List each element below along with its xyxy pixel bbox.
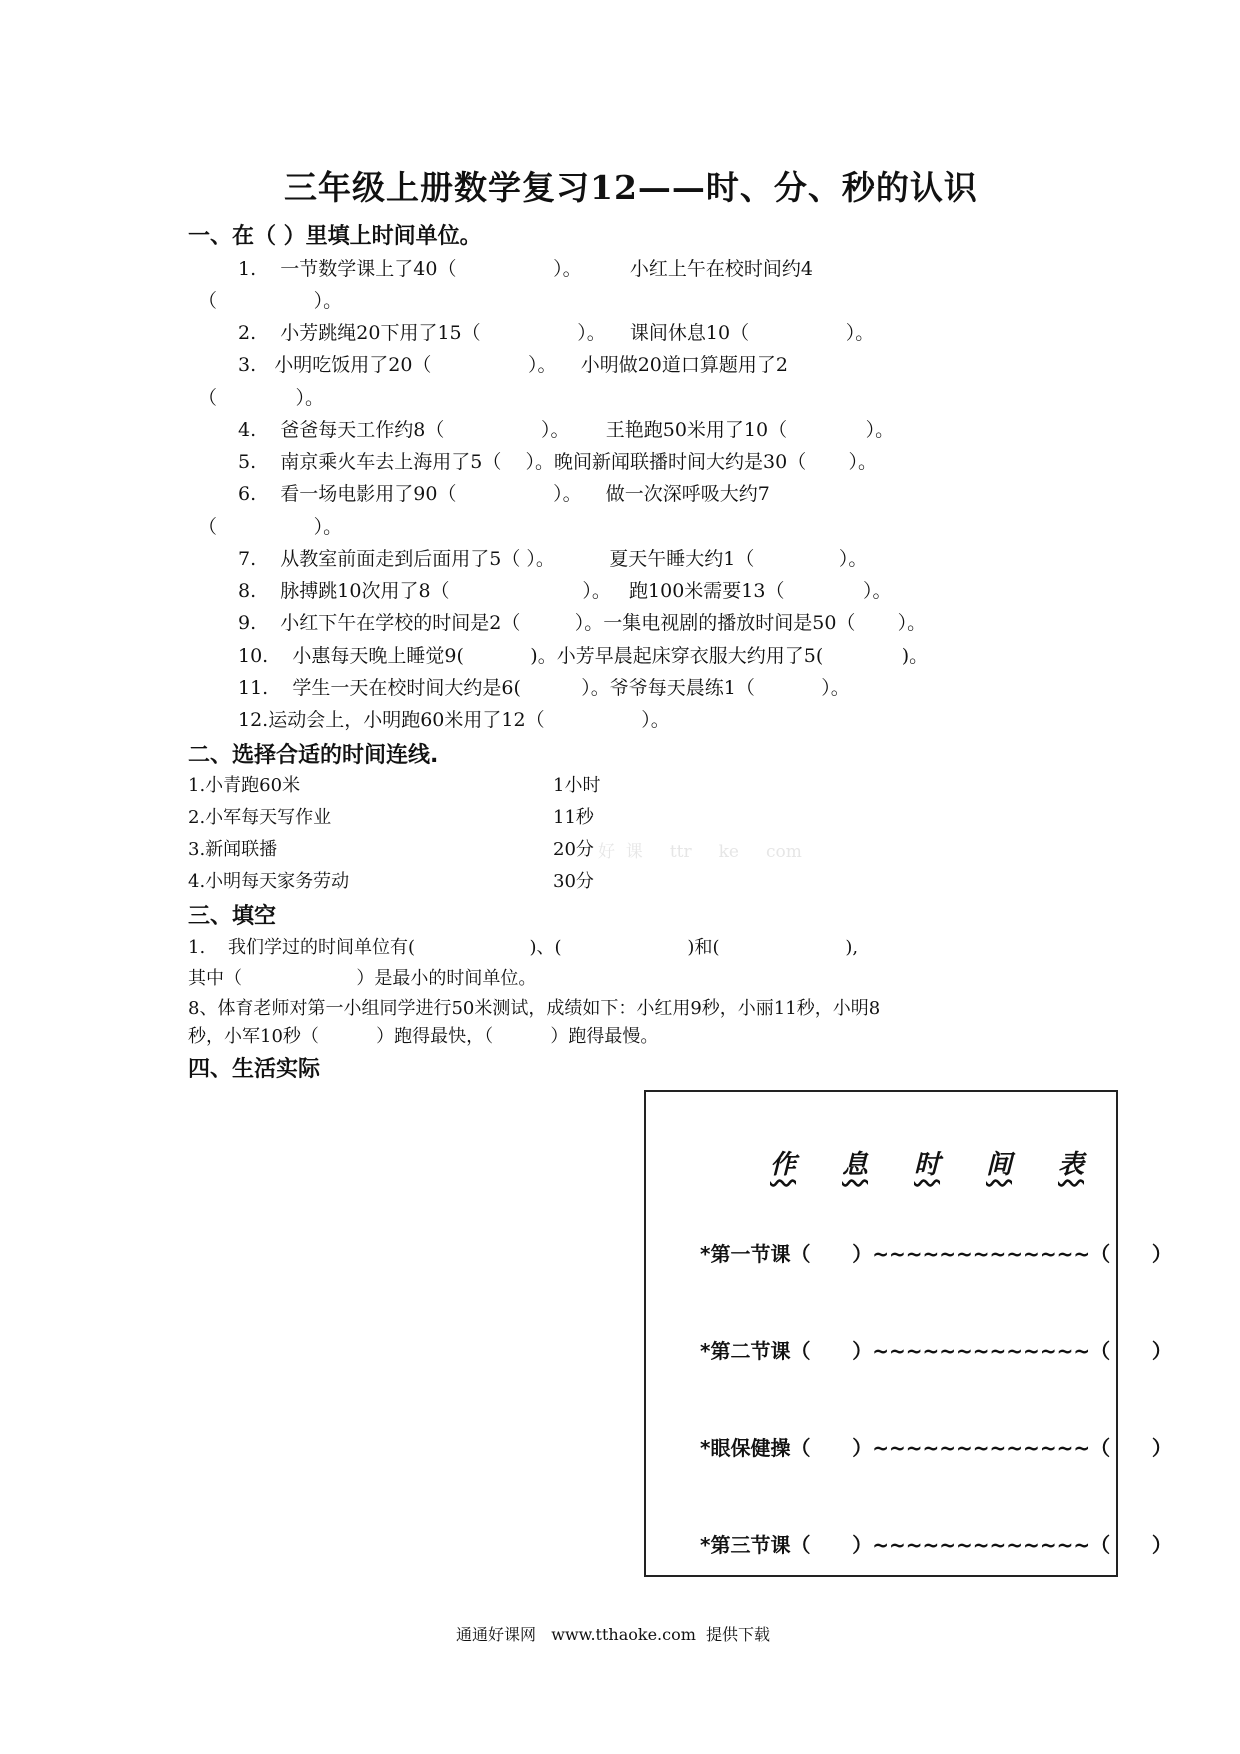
schedule-title-char: 时: [914, 1150, 941, 1180]
section-4-heading: 四、生活实际: [188, 1057, 321, 1082]
question-line: 12.运动会上，小明跑60米用了12（ ）。: [238, 709, 670, 731]
schedule-title-char: 间: [986, 1150, 1013, 1180]
section-3-heading: 三、填空: [188, 904, 277, 929]
section-1-heading: 一、在（ ）里填上时间单位。: [188, 224, 482, 249]
question-line: （ ）。: [198, 290, 343, 312]
match-left-item: 2.小军每天写作业: [188, 807, 332, 828]
question-line: 6. 看一场电影用了90（ ）。 做一次深呼吸大约7: [238, 483, 770, 505]
schedule-row: *第一节课（ ）~~~~~~~~~~~~~（ ）: [700, 1242, 1172, 1266]
question-line: 7. 从教室前面走到后面用了5（ ）。 夏天午睡大约1（ ）。: [238, 548, 868, 570]
footer: 通通好课网 www.tthaoke.com 提供下载: [456, 1625, 771, 1644]
watermark: 好 课 ttr ke com: [598, 842, 802, 862]
match-right-item: 20分: [553, 839, 594, 860]
question-line: 2. 小芳跳绳20下用了15（ ）。 课间休息10（ ）。: [238, 322, 875, 344]
fill-line: 其中（ ）是最小的时间单位。: [188, 968, 537, 989]
schedule-row: *第三节课（ ）~~~~~~~~~~~~~（ ）: [700, 1533, 1172, 1557]
question-line: （ ）。: [198, 387, 325, 409]
question-line: 4. 爸爸每天工作约8（ ）。 王艳跑50米用了10（ ）。: [238, 419, 895, 441]
question-line: 1. 一节数学课上了40（ ）。 小红上午在校时间约4: [238, 258, 814, 280]
match-left-item: 1.小青跑60米: [188, 775, 301, 796]
schedule-title-char: 作: [770, 1150, 797, 1180]
schedule-box: [644, 1090, 1172, 1577]
match-right-item: 30分: [553, 871, 594, 892]
match-left-item: 3.新闻联播: [188, 839, 278, 860]
match-left-item: 4.小明每天家务劳动: [188, 871, 350, 892]
question-line: 5. 南京乘火车去上海用了5（ ）。晚间新闻联播时间大约是30（ ）。: [238, 451, 877, 473]
question-line: 3. 小明吃饭用了20（ ）。 小明做20道口算题用了2: [238, 354, 788, 376]
question-line: （ ）。: [198, 516, 343, 538]
section-2-heading: 二、选择合适的时间连线.: [188, 743, 439, 768]
fill-line: 秒，小军10秒（ ）跑得最快，（ ）跑得最慢。: [188, 1026, 659, 1047]
match-right-item: 11秒: [553, 807, 594, 828]
schedule-title-char: 表: [1058, 1150, 1085, 1180]
schedule-row: *第二节课（ ）~~~~~~~~~~~~~（ ）: [700, 1339, 1172, 1363]
question-line: 8. 脉搏跳10次用了8（ ）。 跑100米需要13（ ）。: [238, 580, 892, 602]
fill-line: 1. 我们学过的时间单位有( )、( )和( ),: [188, 937, 859, 958]
question-line: 9. 小红下午在学校的时间是2（ ）。一集电视剧的播放时间是50（ ）。: [238, 612, 927, 634]
page-title: 三年级上册数学复习12——时、分、秒的认识: [284, 168, 978, 207]
question-line: 10. 小惠每天晚上睡觉9( )。小芳早晨起床穿衣服大约用了5( )。: [238, 645, 929, 667]
schedule-title-char: 息: [842, 1150, 869, 1180]
match-right-item: 1小时: [553, 775, 601, 796]
fill-line: 8、体育老师对第一小组同学进行50米测试，成绩如下：小红用9秒，小丽11秒，小明8: [188, 998, 881, 1019]
schedule-row: *眼保健操（ ）~~~~~~~~~~~~~（ ）: [700, 1436, 1172, 1460]
question-line: 11. 学生一天在校时间大约是6( ）。爷爷每天晨练1（ ）。: [238, 677, 850, 699]
